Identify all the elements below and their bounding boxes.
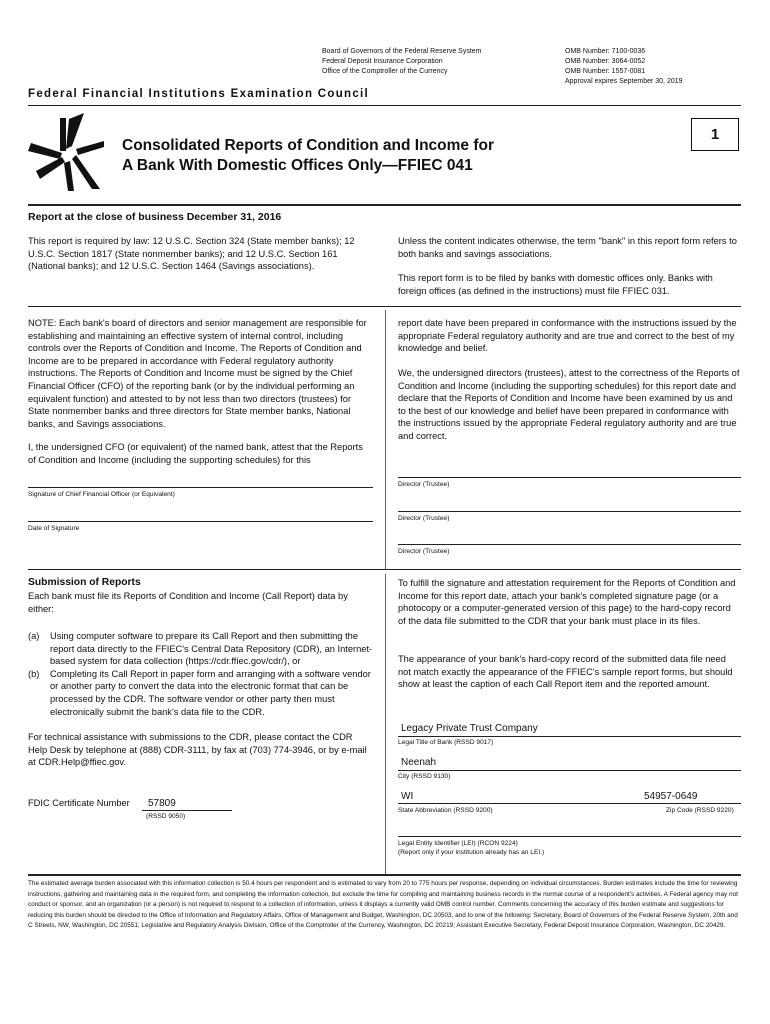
signature-section-rule [28,569,741,570]
zip-value[interactable]: 54957-0649 [644,791,698,802]
report-title-line2: A Bank With Domestic Offices Only—FFIEC 041 [122,157,473,174]
report-title [122,136,494,176]
director1-signature-line[interactable] [398,477,741,478]
attestation-continued-text: report date have been prepared in conformance with the instructions issued by the appropriate Federal regulatory authority and are true and correct to the best of my knowledge and belief. [398,318,737,354]
city-value[interactable]: Neenah [401,757,437,768]
council-name: Federal Financial Institutions Examination Council [28,88,370,100]
fdic-certificate-line [142,810,232,811]
omb-number-frb: OMB Number: 7100-0036 [565,48,646,55]
lei-caption-line1: Legal Entity Identifier (LEI) (RCON 9224) [398,840,518,847]
state-zip-line [398,803,741,804]
cfo-attestation-text: I, the undersigned CFO (or equivalent) of the named bank, attest that the Reports of Condition and Income (including the supporting schedules) for this [28,442,363,465]
page-number: 1 [710,126,720,143]
submission-heading: Submission of Reports [28,577,141,588]
date-signature-line[interactable] [28,521,373,522]
option-a-text: Using computer software to prepare its Call Report and then submitting the report data directly to the FFIEC's Central Data Repository (CDR), an Internet-based system for data collection (https://cdr.ffiec.gov/cdr/), or [50,631,373,667]
lei-line[interactable] [398,836,741,837]
intro-rule [28,306,741,307]
header-rule [28,105,741,106]
ffiec-logo [28,113,108,193]
submission-options [28,630,373,718]
director1-caption: Director (Trustee) [398,481,450,488]
attach-signature-text: To fulfill the signature and attestation requirement for the Reports of Condition and Income for this report date, attach your bank's completed signature page (or a photocopy or a computer-generated version of this page) to the hard-copy record of the data file submitted to the CDR that your bank must place in its files. [398,578,736,626]
cfo-signature-line[interactable] [28,487,373,488]
fdic-certificate-label: FDIC Certificate Number [28,798,130,808]
cfo-signature-caption: Signature of Chief Financial Officer (or Equivalent) [28,491,175,498]
legal-title-caption: Legal Title of Bank (RSSD 9017) [398,739,494,746]
hard-copy-appearance-text: The appearance of your bank's hard-copy record of the submitted data file need not match exactly the appearance of the FFIEC's sample report forms, but should show at least the caption of each Call Report item and the reported amount. [398,654,733,690]
burden-statement: The estimated average burden associated with this information collection is 50.4 hours per respondent and is estimated to vary from 20 to 775 hours per response, depending on individual circumstances. Burden estimates include the time for reviewing instructions, gathering and maintaining data in the required form, and completing the information collection, but exclude the time for compiling and maintaining business records in the normal course of a respondent's activities. A Federal agency may not conduct or sponsor, and an organization (or a person) is not required to respond to a collection of information, unless it displays a currently valid OMB control number. Comments concerning the accuracy of this burden estimate and suggestions for reducing this burden should be directed to the Office of Information and Regulatory Affairs, Office of Management and Budget, Washington, DC 20503, and to one of the following: Secretary, Board of Governors of the Federal Reserve System, 20th and C Streets, NW, Washington, DC 20551; Legislative and Regulatory Analysis Division, Office of the Comptroller of the Currency, Washington, DC 20219; Assistant Executive Secretary, Federal Deposit Insurance Corporation, Washington, DC 20429. [28,880,738,929]
legal-title-value[interactable]: Legacy Private Trust Company [401,723,538,734]
director3-signature-line[interactable] [398,544,741,545]
directors-attestation-text: We, the undersigned directors (trustees), attest to the correctness of the Reports of Condition and Income (including the supporting schedules) for this report date and declare that the Reports of Condition and Income have been examined by us and to the best of our knowledge and belief have been prepared in conformance with the instructions issued by the appropriate Federal regulatory authority and are true and correct. [398,368,740,441]
omb-numbers [565,47,745,87]
agency-list [322,47,552,77]
option-b-label: (b) [28,668,40,679]
domestic-offices-text: This report form is to be filed by banks with domestic offices only. Banks with foreign offices (as defined in the instructions) must file FFIEC 031. [398,273,713,296]
submission-option-a [28,630,373,668]
legal-title-line [398,736,741,737]
state-value[interactable]: WI [401,791,414,802]
note-text: NOTE: Each bank's board of directors and senior management are responsible for establishing and maintaining an effective system of internal control, including controls over the Reports of Condition and Income. The Reports of Condition and Income are to be prepared in accordance with Federal regulatory authority instructions. The Reports of Condition and Income must be signed by the Chief Financial Officer (CFO) of the reporting bank (or by the individual performing an equivalent function) and attested to by not less than two directors (trustees) for State nonmember banks and three directors for State member banks, National banks, and Savings associations. [28,318,367,429]
technical-assistance-text: For technical assistance with submissions to the CDR, please contact the CDR Help Desk by telephone at (888) CDR-3111, by fax at (703) 774-3946, or by e-mail at CDR.Help@ffiec.gov. [28,732,367,768]
page-number-box [691,118,739,151]
director2-caption: Director (Trustee) [398,515,450,522]
option-a-label: (a) [28,631,40,641]
report-title-line1: Consolidated Reports of Condition and Income for [122,137,494,154]
report-date: Report at the close of business December 31, 2016 [28,211,282,223]
submission-option-b [28,668,373,718]
fdic-certificate-caption: (RSSD 9050) [146,813,186,820]
title-rule [28,204,741,206]
agency-occ: Office of the Comptroller of the Currency [322,68,448,75]
agency-frb: Board of Governors of the Federal Reserve System [322,48,482,55]
zip-caption: Zip Code (RSSD 9220) [666,807,734,814]
omb-approval-expires: Approval expires September 30, 2019 [565,78,683,85]
submission-divider [385,574,386,874]
omb-number-fdic: OMB Number: 3064-0052 [565,58,646,65]
lei-caption [398,839,544,857]
law-requirement-text: This report is required by law: 12 U.S.C. Section 324 (State member banks); 12 U.S.C. Section 1817 (State nonmember banks); and 12 U.S.C. Section 161 (National banks); and 12 U.S.C. Section 1464 (Savings associations). [28,236,355,272]
city-line [398,770,741,771]
state-caption: State Abbreviation (RSSD 9200) [398,807,493,814]
date-signature-caption: Date of Signature [28,525,80,532]
footer-rule [28,874,741,876]
director3-caption: Director (Trustee) [398,548,450,555]
agency-fdic: Federal Deposit Insurance Corporation [322,58,443,65]
city-caption: City (RSSD 9130) [398,773,451,780]
omb-number-occ: OMB Number: 1557-0081 [565,68,646,75]
director2-signature-line[interactable] [398,511,741,512]
fdic-certificate-value[interactable]: 57809 [148,798,176,809]
lei-caption-line2: (Report only if your institution already has an LEI.) [398,849,545,856]
option-b-text: Completing its Call Report in paper form and arranging with a software vendor or another party to convert the data into the electronic format that can be processed by the CDR. The software vendor or other party then must electronically submit the bank's data file to the CDR. [50,668,371,717]
bank-term-text: Unless the content indicates otherwise, the term "bank" in this report form refers to both banks and savings associations. [398,236,737,259]
submission-intro: Each bank must file its Reports of Condition and Income (Call Report) data by either: [28,591,348,614]
intro-divider [385,310,386,570]
